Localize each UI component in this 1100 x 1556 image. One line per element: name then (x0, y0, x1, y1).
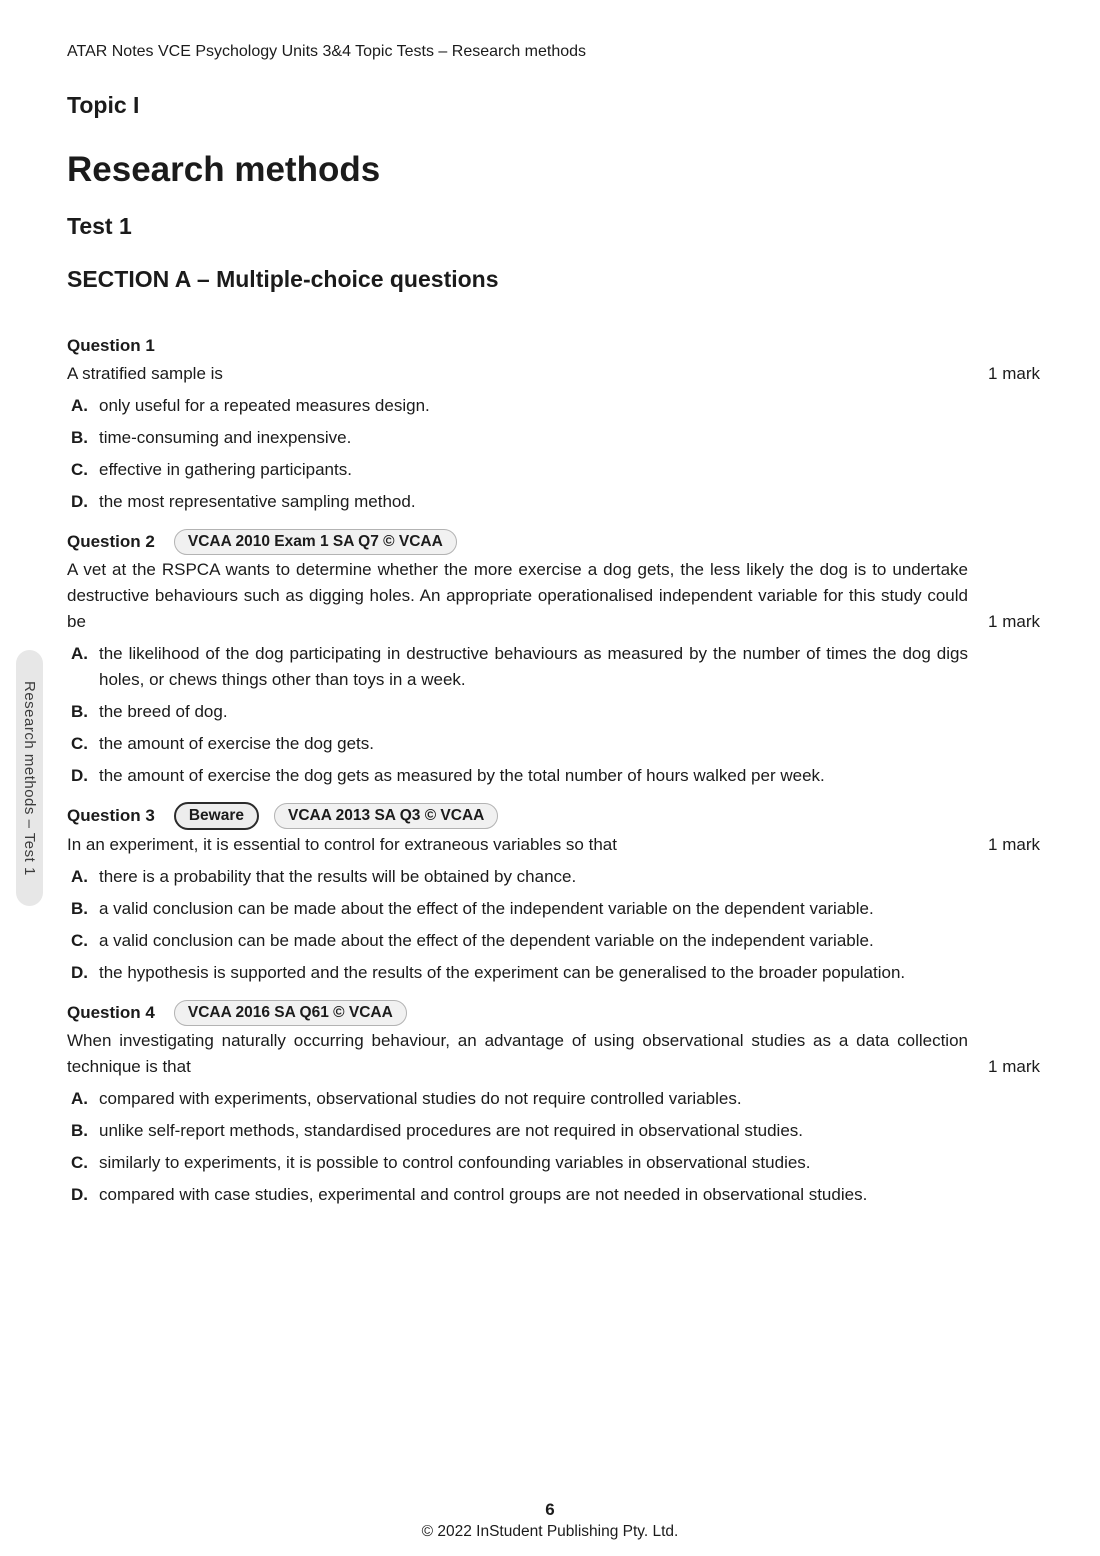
question-block (67, 528, 1040, 789)
option-letter: C. (71, 460, 88, 479)
question-marks: 1 mark (988, 612, 1040, 631)
option-letter: A. (71, 396, 88, 415)
topic-label: Topic I (67, 92, 140, 118)
question-list (67, 332, 1040, 1208)
test-label: Test 1 (67, 213, 132, 239)
option-text: effective in gathering participants. (99, 460, 352, 479)
option-row (67, 960, 1040, 986)
question-marks: 1 mark (988, 835, 1040, 854)
option-text: unlike self-report methods, standardised procedures are not required in observational studies. (99, 1121, 804, 1140)
question-marks: 1 mark (988, 1057, 1040, 1076)
side-tab (16, 650, 43, 906)
option-letter: B. (71, 428, 88, 447)
option-row (67, 1086, 1040, 1112)
question-stem-text: A vet at the RSPCA wants to determine whether the more exercise a dog gets, the less likely the dog is to undertake destructive behaviours such as digging holes. An appropriate operationalised independent variable for this study could be (67, 560, 968, 631)
option-letter: C. (71, 1153, 88, 1172)
option-text: a valid conclusion can be made about the effect of the dependent variable on the independent variable. (99, 931, 874, 950)
question-options (67, 864, 1040, 986)
option-text: compared with case studies, experimental and control groups are not needed in observational studies. (99, 1185, 868, 1204)
side-tab-label: Research methods – Test 1 (21, 680, 38, 876)
option-row (67, 1118, 1040, 1144)
option-letter: B. (71, 899, 88, 918)
question-block (67, 802, 1040, 986)
beware-badge: Beware (174, 802, 259, 830)
option-text: the amount of exercise the dog gets. (99, 734, 375, 753)
option-row (67, 896, 1040, 922)
option-row (67, 763, 1040, 789)
option-letter: D. (71, 1185, 88, 1204)
question-label: Question 4 (67, 1002, 155, 1022)
question-stem (67, 557, 1040, 635)
question-stem-text: A stratified sample is (67, 364, 223, 383)
option-letter: A. (71, 867, 88, 886)
option-row (67, 425, 1040, 451)
option-letter: C. (71, 734, 88, 753)
question-stem-text: In an experiment, it is essential to control for extraneous variables so that (67, 835, 617, 854)
option-letter: D. (71, 766, 88, 785)
question-block (67, 332, 1040, 515)
question-stem (67, 1028, 1040, 1080)
option-row (67, 393, 1040, 419)
option-letter: B. (71, 1121, 88, 1140)
option-letter: A. (71, 644, 88, 663)
question-options (67, 393, 1040, 515)
source-badge: VCAA 2010 Exam 1 SA Q7 © VCAA (174, 529, 457, 555)
question-marks: 1 mark (988, 364, 1040, 383)
question-label: Question 2 (67, 531, 155, 551)
question-stem-text: When investigating naturally occurring behaviour, an advantage of using observational studies as a data collection technique is that (67, 1031, 968, 1076)
option-letter: D. (71, 963, 88, 982)
option-text: the hypothesis is supported and the results of the experiment can be generalised to the broader population. (99, 963, 906, 982)
question-block (67, 999, 1040, 1208)
question-options (67, 1086, 1040, 1208)
option-text: a valid conclusion can be made about the effect of the independent variable on the dependent variable. (99, 899, 874, 918)
question-label-row (67, 528, 1040, 555)
option-letter: A. (71, 1089, 88, 1108)
question-stem (67, 832, 1040, 858)
option-row (67, 457, 1040, 483)
option-row (67, 641, 1040, 693)
option-text: only useful for a repeated measures design. (99, 396, 430, 415)
question-options (67, 641, 1040, 789)
option-text: the breed of dog. (99, 702, 228, 721)
source-badge: VCAA 2016 SA Q61 © VCAA (174, 1000, 407, 1026)
option-row (67, 489, 1040, 515)
option-text: there is a probability that the results will be obtained by chance. (99, 867, 577, 886)
option-letter: D. (71, 492, 88, 511)
option-row (67, 699, 1040, 725)
option-row (67, 1150, 1040, 1176)
option-text: the amount of exercise the dog gets as measured by the total number of hours walked per week. (99, 766, 825, 785)
option-letter: B. (71, 702, 88, 721)
option-text: compared with experiments, observational studies do not require controlled variables. (99, 1089, 742, 1108)
option-text: the most representative sampling method. (99, 492, 416, 511)
question-label: Question 1 (67, 335, 155, 355)
option-text: the likelihood of the dog participating in destructive behaviours as measured by the number of times the dog digs holes, or chews things other than toys in a week. (99, 644, 968, 689)
option-row (67, 928, 1040, 954)
question-label-row (67, 802, 1040, 830)
question-label-row (67, 332, 1040, 359)
page-number: 6 (545, 1500, 555, 1519)
option-letter: C. (71, 931, 88, 950)
section-heading: SECTION A – Multiple-choice questions (67, 266, 499, 292)
running-header: ATAR Notes VCE Psychology Units 3&4 Topic Tests – Research methods (67, 43, 587, 60)
question-label: Question 3 (67, 806, 155, 825)
question-stem (67, 361, 1040, 387)
option-row (67, 864, 1040, 890)
question-label-row (67, 999, 1040, 1026)
source-badge: VCAA 2013 SA Q3 © VCAA (274, 803, 498, 829)
option-text: time-consuming and inexpensive. (99, 428, 352, 447)
option-row (67, 731, 1040, 757)
page-title: Research methods (67, 150, 381, 189)
page-footer (0, 1500, 1100, 1556)
option-row (67, 1182, 1040, 1208)
option-text: similarly to experiments, it is possible to control confounding variables in observational studies. (99, 1153, 811, 1172)
copyright-notice: © 2022 InStudent Publishing Pty. Ltd. (421, 1523, 679, 1540)
